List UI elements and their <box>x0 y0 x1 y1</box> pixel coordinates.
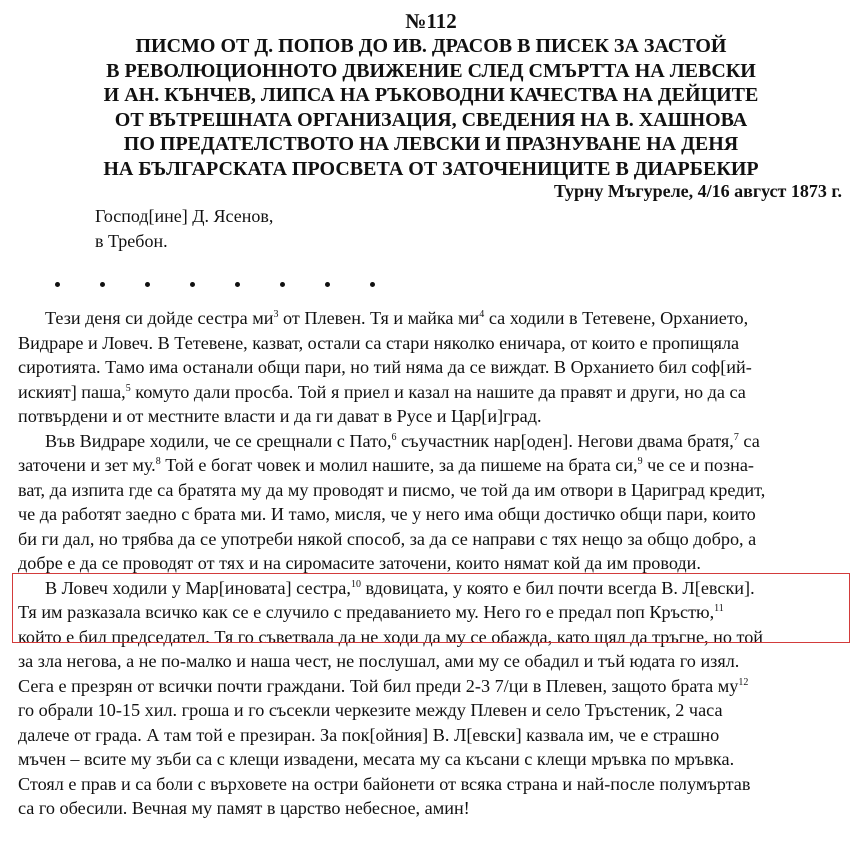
text-run: би ги дал, но трябва да се употреби някой способ, за да се направи с тях нещо за общо добро, а <box>18 528 757 549</box>
address-block <box>95 204 273 254</box>
text-run: от Плевен. Тя и майка ми <box>278 308 480 328</box>
text-line <box>18 674 844 699</box>
document-title <box>0 34 862 181</box>
text-run: добре е да се проводят от тях и на сиромасите заточени, които нямат кой да им проводи. <box>18 553 701 573</box>
text-line <box>18 723 844 748</box>
text-line <box>18 796 844 821</box>
text-run: Той е богат човек и молил нашите, за да пишеме на брата си, <box>160 455 638 475</box>
title-line: ПО ПРЕДАТЕЛСТВОТО НА ЛЕВСКИ И ПРАЗНУВАНЕ НА ДЕНЯ <box>123 133 739 155</box>
footnote-ref: 4 <box>479 309 485 320</box>
title-line: ПИСМО ОТ Д. ПОПОВ ДО ИВ. ДРАСОВ В ПИСЕК ЗА ЗАСТОЙ <box>135 35 727 57</box>
text-line <box>18 600 844 625</box>
ellipsis-dots <box>0 282 862 292</box>
text-run: го обрали 10-15 хил. гроша и го съсекли черкезите между Плевен и село Тръстеник, 2 часа <box>18 700 723 720</box>
footnote-ref: 12 <box>738 676 749 688</box>
dateline: Турну Мъгуреле, 4/16 август 1873 г. <box>553 181 842 201</box>
footnote-ref: 7 <box>733 431 739 443</box>
title-line: В РЕВОЛЮЦИОННОТО ДВИЖЕНИЕ СЛЕД СМЪРТТА НА ЛЕВСКИ <box>106 59 756 82</box>
footnote-ref: 5 <box>125 382 131 394</box>
letter-body <box>18 306 844 821</box>
title-line: И АН. КЪНЧЕВ, ЛИПСА НА РЪКОВОДНИ КАЧЕСТВА НА ДЕЙЦИТЕ <box>103 84 759 106</box>
footnote-ref: 11 <box>714 603 724 614</box>
text-run: вдовицата, у която е бил почти всегда В. Л[евски]. <box>360 577 755 598</box>
text-line <box>18 625 844 650</box>
title-line: НА БЪЛГАРСКАТА ПРОСВЕТА ОТ ЗАТОЧЕНИЦИТЕ В ДИАРБЕКИР <box>103 157 759 180</box>
text-run: че се и позна- <box>642 455 754 475</box>
footnote-ref: 10 <box>350 578 361 590</box>
text-run: че да работят заедно с брата ми. И тамо, мисля, че у него има общи достичко общи пари, които <box>18 504 756 524</box>
address-line: Господ[ине] Д. Ясенов, <box>95 206 274 226</box>
text-run: заточени и зет му. <box>18 455 156 475</box>
text-run: ват, да изпита где са братята му да му проводят и писмо, че той да им отвори в Цариград кредит, <box>18 479 766 500</box>
dot <box>370 282 375 287</box>
dot <box>190 282 195 287</box>
dot <box>325 282 330 287</box>
dot <box>145 282 150 287</box>
title-line: ОТ ВЪТРЕШНАТА ОРГАНИЗАЦИЯ, СВЕДЕНИЯ НА В. ХАШНОВА <box>114 108 748 131</box>
text-run: който е бил председател. Тя го съветвала да не ходи да му се обажда, като щял да тръгне, но той <box>18 626 764 647</box>
text-line <box>18 355 844 380</box>
text-line <box>18 331 844 356</box>
text-line <box>18 747 844 772</box>
text-line <box>18 404 844 429</box>
footnote-ref: 3 <box>273 309 279 320</box>
text-run: Сега е презрян от всички почти граждани. Той бил преди 2-3 7/ци в Плевен, защото брата му <box>18 675 739 696</box>
text-run: са <box>738 430 760 451</box>
text-run: са ходили в Тетевене, Орханието, <box>484 308 749 328</box>
document-number: №112 <box>405 9 457 33</box>
dot <box>100 282 105 287</box>
text-line <box>18 649 844 674</box>
text-run: Тя им разказала всичко как се е случило с предаванието му. Него го е предал поп Кръстю, <box>18 602 715 622</box>
text-line <box>18 576 844 601</box>
dot <box>55 282 60 287</box>
text-line <box>18 772 844 797</box>
text-line <box>18 502 844 527</box>
text-run: са го обесили. Вечная му памят в царство небесное, амин! <box>18 798 470 818</box>
text-run: мъчен – всите му зъби са с клещи извадени, месата му са късани с клещи мръвка по мръвка. <box>18 749 735 769</box>
text-line <box>18 306 844 331</box>
text-line <box>18 453 844 478</box>
address-line: в Требон. <box>95 231 168 251</box>
text-run: комуто дали просба. Той я приел и казал на нашите да правят и други, но да са <box>130 381 746 402</box>
text-line <box>18 429 844 454</box>
text-line <box>18 380 844 405</box>
text-run: далече от града. А там той е презиран. За пок[ойния] В. Л[евски] казвала им, че е страшно <box>18 724 720 745</box>
text-run: Във Видраре ходили, че се срещнали с Пато, <box>45 430 392 451</box>
text-line <box>18 698 844 723</box>
footnote-ref: 9 <box>637 456 643 467</box>
footnote-ref: 8 <box>155 456 161 467</box>
text-run: потвърдени и от местните власти и да ги дават в Русе и Цар[и]град. <box>18 406 542 426</box>
text-run: сиротията. Тамо има останали общи пари, но тий няма да се виждат. В Орханието бил соф[ий- <box>18 357 752 377</box>
text-run: иският] паша, <box>18 381 126 402</box>
dot <box>235 282 240 287</box>
text-line <box>18 551 844 576</box>
text-run: Стоял е прав и са боли с върховете на остри байонети от всяка страна и най-после полумъртав <box>18 773 751 794</box>
text-line <box>18 527 844 552</box>
text-run: В Ловеч ходили у Мар[иновата] сестра, <box>45 577 351 598</box>
text-run: съучастник нар[оден]. Негови двама братя, <box>396 430 734 451</box>
dot <box>280 282 285 287</box>
text-line <box>18 478 844 503</box>
text-run: Тези деня си дойде сестра ми <box>45 308 274 328</box>
text-run: Видраре и Ловеч. В Тетевене, казват, остали са стари няколко еничара, от които е пропищяла <box>18 332 740 353</box>
footnote-ref: 6 <box>391 431 397 443</box>
text-run: за зла негова, а не по-малко и наша чест, не послушал, ами му се обадил и тъй юдата го изял. <box>18 651 740 671</box>
